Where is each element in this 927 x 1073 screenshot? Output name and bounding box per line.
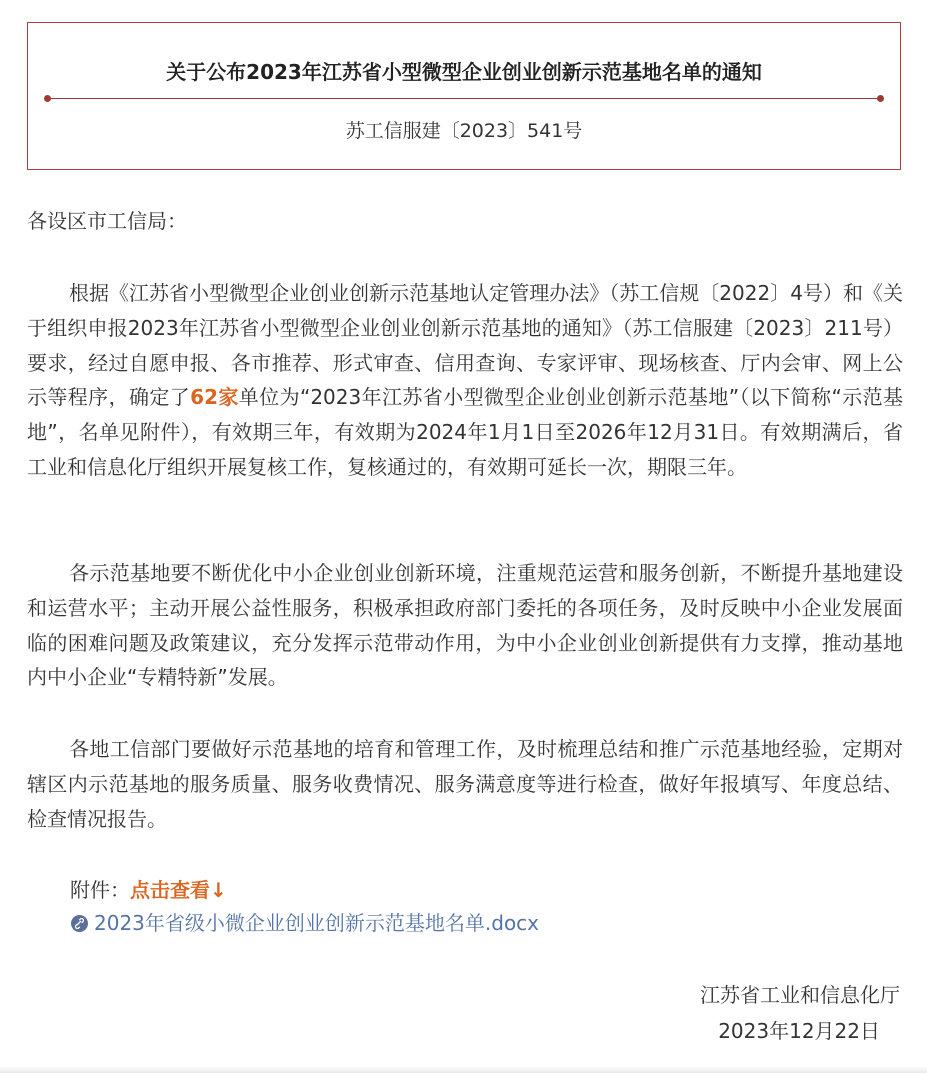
notice-title: 关于公布2023年江苏省小型微型企业创业创新示范基地名单的通知 [166, 60, 762, 84]
issue-date: 2023年12月22日 [718, 1019, 880, 1043]
paragraph-1-text-before: 根据《江苏省小型微型企业创业创新示范基地认定管理办法》（苏工信规〔2022〕4号）和《关于组织申报2023年江苏省小型微型企业创业创新示范基地的通知》（苏工信服建〔2023〕211号）要求，经过自愿申报、各市推荐、形式审查、信用查询、专家评审、现场核查、厅内会审、网上公示等程序，确定了 [27, 281, 903, 410]
attachment-row [70, 875, 227, 905]
attachment-label: 附件： [70, 878, 130, 902]
divider-left-dot [44, 95, 51, 102]
attachment-file-link[interactable] [71, 908, 539, 938]
bottom-edge-shadow [0, 1066, 927, 1073]
notice-header-box [27, 22, 901, 170]
view-attachment-link[interactable]: 点击查看↓ [130, 878, 227, 902]
paragraph-3: 各地工信部门要做好示范基地的培育和管理工作，及时梳理总结和推广示范基地经验，定期对辖区内示范基地的服务质量、服务收费情况、服务满意度等进行检查，做好年报填写、年度总结、检查情况报告。 [27, 737, 903, 831]
paragraph-2: 各示范基地要不断优化中小企业创业创新环境，注重规范运营和服务创新，不断提升基地建设和运营水平；主动开展公益性服务，积极承担政府部门委托的各项任务，及时反映中小企业发展面临的困难问题及政策建议，充分发挥示范带动作用，为中小企业创业创新提供有力支撑，推动基地内中小企业“专精特新”发展。 [27, 561, 903, 690]
document-number: 苏工信服建〔2023〕541号 [345, 120, 583, 142]
link-icon [71, 915, 88, 932]
salutation: 各设区市工信局： [27, 209, 187, 233]
base-count-highlight: 62家 [190, 385, 239, 410]
paragraph-1-text-after: 单位为“2023年江苏省小型微型企业创业创新示范基地”（以下简称“示范基地”，名单见附件），有效期三年，有效期为2024年1月1日至2026年12月31日。有效期满后，省工业和信息化厅组织开展复核工作，复核通过的，有效期可延长一次，期限三年。 [27, 385, 903, 479]
paragraph-1 [27, 276, 903, 485]
attachment-file-name: 2023年省级小微企业创业创新示范基地名单.docx [94, 911, 540, 935]
divider-right-dot [877, 95, 884, 102]
header-divider [47, 98, 881, 99]
issuing-organization: 江苏省工业和信息化厅 [700, 983, 900, 1007]
